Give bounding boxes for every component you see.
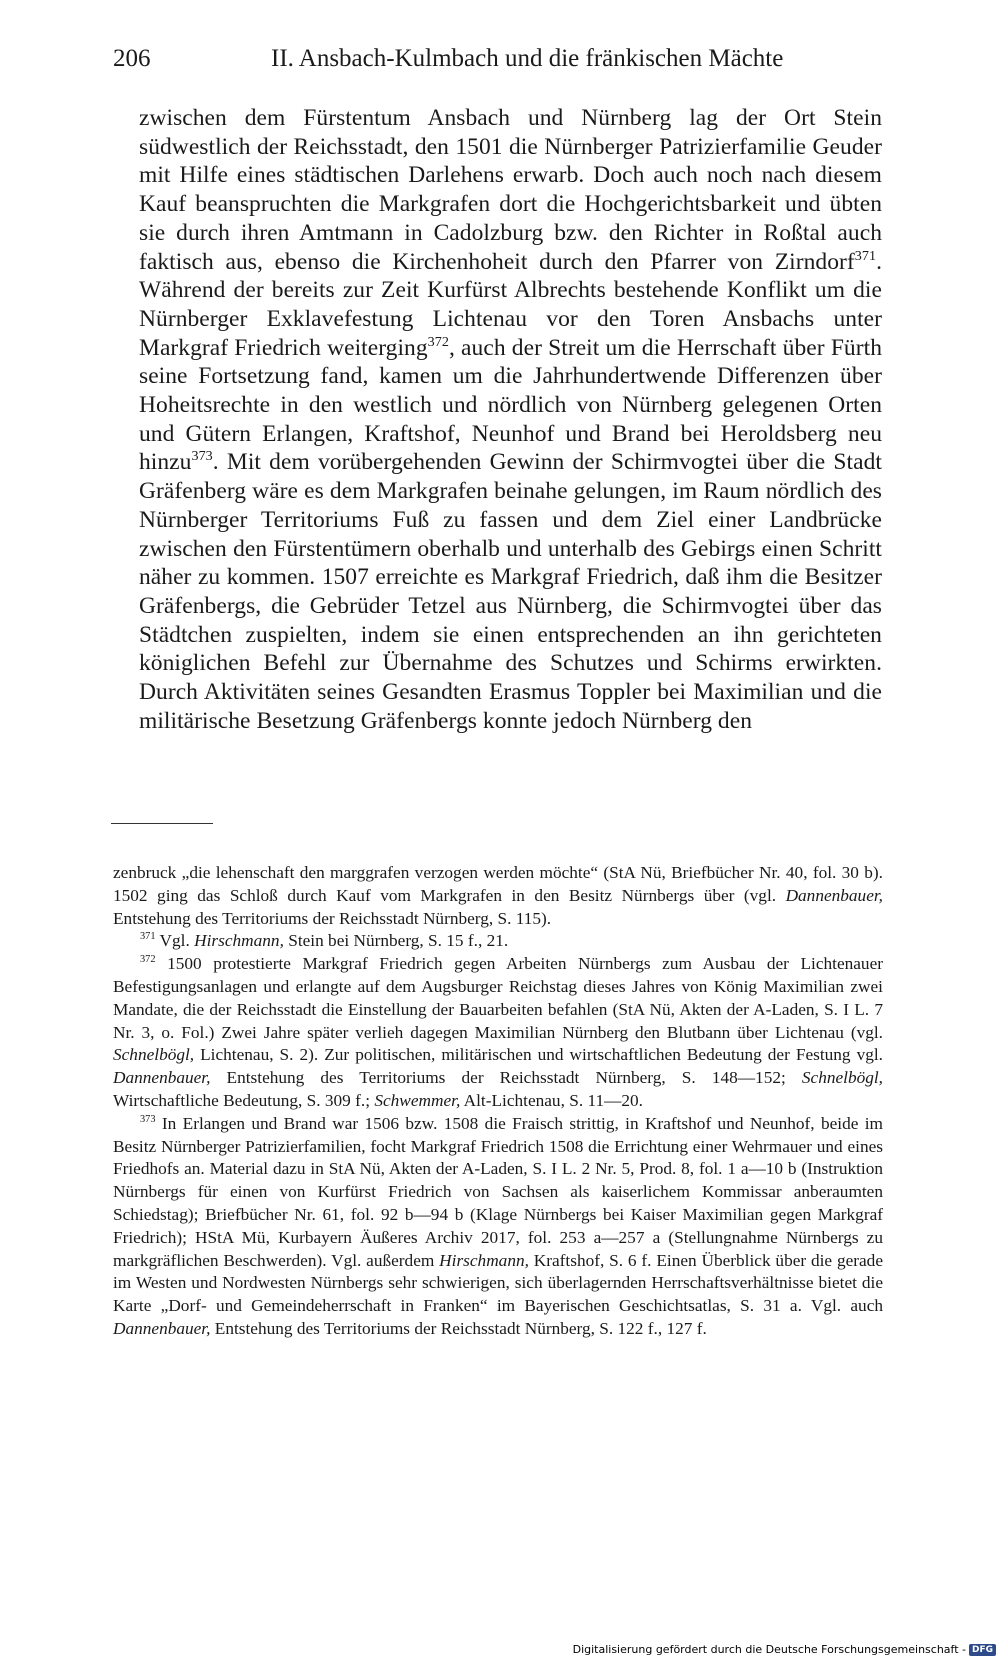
footnote-372: [113, 953, 883, 1113]
footnote-continuation: [113, 862, 883, 930]
text-segment: Wirtschaftliche Bedeutung, S. 309 f.;: [113, 1090, 375, 1110]
text-segment: Vgl.: [155, 931, 195, 951]
text-segment: In Erlangen und Brand war 1506 bzw. 1508 die Fraisch strittig, in Kraftshof und Neunhof, beide im Besitz Nürnberger Patrizierfamilien, focht Markgraf Friedrich 1508 die Errichtung einer Wehrmauer und eines Friedhofs an. Material dazu in StA Nü, Akten der A-Laden, S. I L. 2 Nr. 5, Prod. 8, fol. 1 a—10 b (Instruktion Nürnbergs für einen von Kurfürst Friedrich von Sachsen als kaiserlichem Kommissar anberaumten Schiedstag); Briefbücher Nr. 61, fol. 92 b—94 b (Klage Nürnbergs bei Kaiser Maximilian gegen Markgraf Friedrich); HStA Mü, Kurbayern Äußeres Archiv 2017, fol. 253 a—257 a (Stellungnahme Nürnbergs zu markgräflichen Beschwerden). Vgl. außerdem: [113, 1113, 883, 1270]
footnote-373: [113, 1113, 883, 1341]
text-segment: Entstehung des Territoriums der Reichsstadt Nürnberg, S. 148—152;: [210, 1068, 802, 1088]
author-name: Hirschmann,: [194, 931, 284, 951]
page-number: 206: [113, 45, 151, 72]
text-segment: Kraftshof, S. 6 f. Einen Überblick über die gerade im Westen und Nordwesten Nürnbergs sehr schwierigen, sich überlagernden Herrschaftsverhältnisse bietet die Karte „Dorf- und Gemeindeherrschaft in Franken“ im Bayerischen Geschichtsatlas, S. 31 a. Vgl. auch: [113, 1250, 883, 1316]
text-segment: . Mit dem vorübergehenden Gewinn der Schirmvogtei über die Stadt Gräfenberg wäre es dem Markgrafen beinahe gelungen, im Raum nördlich des Nürnberger Territoriums Fuß zu fassen und dem Ziel einer Landbrücke zwischen den Fürstentümern oberhalb und unterhalb des Gebirgs einen Schritt näher zu kommen. 1507 erreichte es Markgraf Friedrich, daß ihm die Besitzer Gräfenbergs, die Gebrüder Tetzel aus Nürnberg, die Schirmvogtei über das Städtchen zuspielten, indem sie einen entsprechenden an ihn gerichteten königlichen Befehl zur Übernahme des Schutzes und Schirms erwirkten. Durch Aktivitäten seines Gesandten Erasmus Toppler bei Maximilian und die militärische Besetzung Gräfenbergs konnte jedoch Nürnberg den: [139, 449, 882, 734]
main-text: [139, 104, 882, 735]
author-name: Dannenbauer,: [785, 885, 883, 905]
text-segment: 1500 protestierte Markgraf Friedrich gegen Arbeiten Nürnbergs zum Ausbau der Lichtenauer Befestigungsanlagen und erlangte auf dem Augsburger Reichstag dieses Jahres von König Maximilian zwei Mandate, die der Reichsstadt die Einstellung der Bauarbeiten befahlen (StA Nü, Akten der A-Laden, S. I L. 7 Nr. 3, o. Fol.) Zwei Jahre später verlieh dagegen Maximilian Nürnberg den Blutbann über Lichtenau (vgl.: [113, 954, 883, 1042]
text-segment: zenbruck „die lehenschaft den marggrafen verzogen werden möchte“ (StA Nü, Briefbücher Nr. 40, fol. 30 b). 1502 ging das Schloß durch Kauf vom Markgrafen in den Besitz Nürnbergs über (vgl.: [113, 863, 883, 905]
footnote-divider: [111, 823, 213, 824]
running-title: II. Ansbach-Kulmbach und die fränkischen Mächte: [271, 45, 784, 72]
author-name: Hirschmann,: [439, 1250, 529, 1270]
text-segment: Entstehung des Territoriums der Reichsstadt Nürnberg, S. 115).: [113, 908, 552, 928]
text-segment: Alt-Lichtenau, S. 11—20.: [460, 1090, 643, 1110]
footnote-ref-372: 372: [427, 333, 449, 350]
footnotes: [113, 862, 883, 1341]
dfg-logo: DFG: [969, 1644, 996, 1656]
text-segment: Entstehung des Territoriums der Reichsstadt Nürnberg, S. 122 f., 127 f.: [210, 1318, 707, 1338]
author-name: Schnelbögl,: [801, 1068, 883, 1088]
text-segment: . Während der bereits zur Zeit Kurfürst Albrechts bestehende Konflikt um die Nürnberger Exklavefestung Lichtenau vor den Toren Ansbachs unter Markgraf Friedrich weiterging: [139, 248, 882, 361]
digitization-footer: [573, 1643, 996, 1656]
footnote-number: 371: [140, 931, 156, 943]
paragraph: [139, 104, 882, 735]
author-name: Schnelbögl,: [113, 1045, 195, 1065]
text-segment: zwischen dem Fürstentum Ansbach und Nürnberg lag der Ort Stein südwestlich der Reichsstadt, den 1501 die Nürnberger Patrizierfamilie Geuder mit Hilfe eines städtischen Darlehens erwarb. Doch auch noch nach diesem Kauf beanspruchten die Markgrafen dort die Hochgerichtsbarkeit und übten sie durch ihren Amtmann in Cadolzburg bzw. den Richter in Roßtal auch faktisch aus, ebenso die Kirchenhoheit durch den Pfarrer von Zirndorf: [139, 105, 882, 275]
text-segment: , auch der Streit um die Herrschaft über Fürth seine Fortsetzung fand, kamen um die Jahrhundertwende Differenzen über Hoheitsrechte in den westlich und nördlich von Nürnberg gelegenen Orten und Gütern Erlangen, Kraftshof, Neunhof und Brand bei Heroldsberg neu hinzu: [139, 334, 882, 476]
author-name: Dannenbauer,: [113, 1318, 211, 1338]
footnote-371: [113, 930, 883, 953]
text-segment: Lichtenau, S. 2). Zur politischen, militärischen und wirtschaftlichen Bedeutung der Festung vgl.: [194, 1045, 883, 1065]
footnote-number: 373: [140, 1114, 156, 1125]
footnote-ref-371: 371: [854, 247, 877, 264]
text-segment: Stein bei Nürnberg, S. 15 f., 21.: [283, 931, 509, 951]
footer-text: Digitalisierung gefördert durch die Deutsche Forschungsgemeinschaft -: [572, 1643, 966, 1656]
author-name: Schwemmer,: [374, 1090, 461, 1110]
footnote-ref-373: 373: [191, 448, 213, 465]
footnote-number: 372: [140, 954, 156, 966]
author-name: Dannenbauer,: [113, 1068, 211, 1088]
